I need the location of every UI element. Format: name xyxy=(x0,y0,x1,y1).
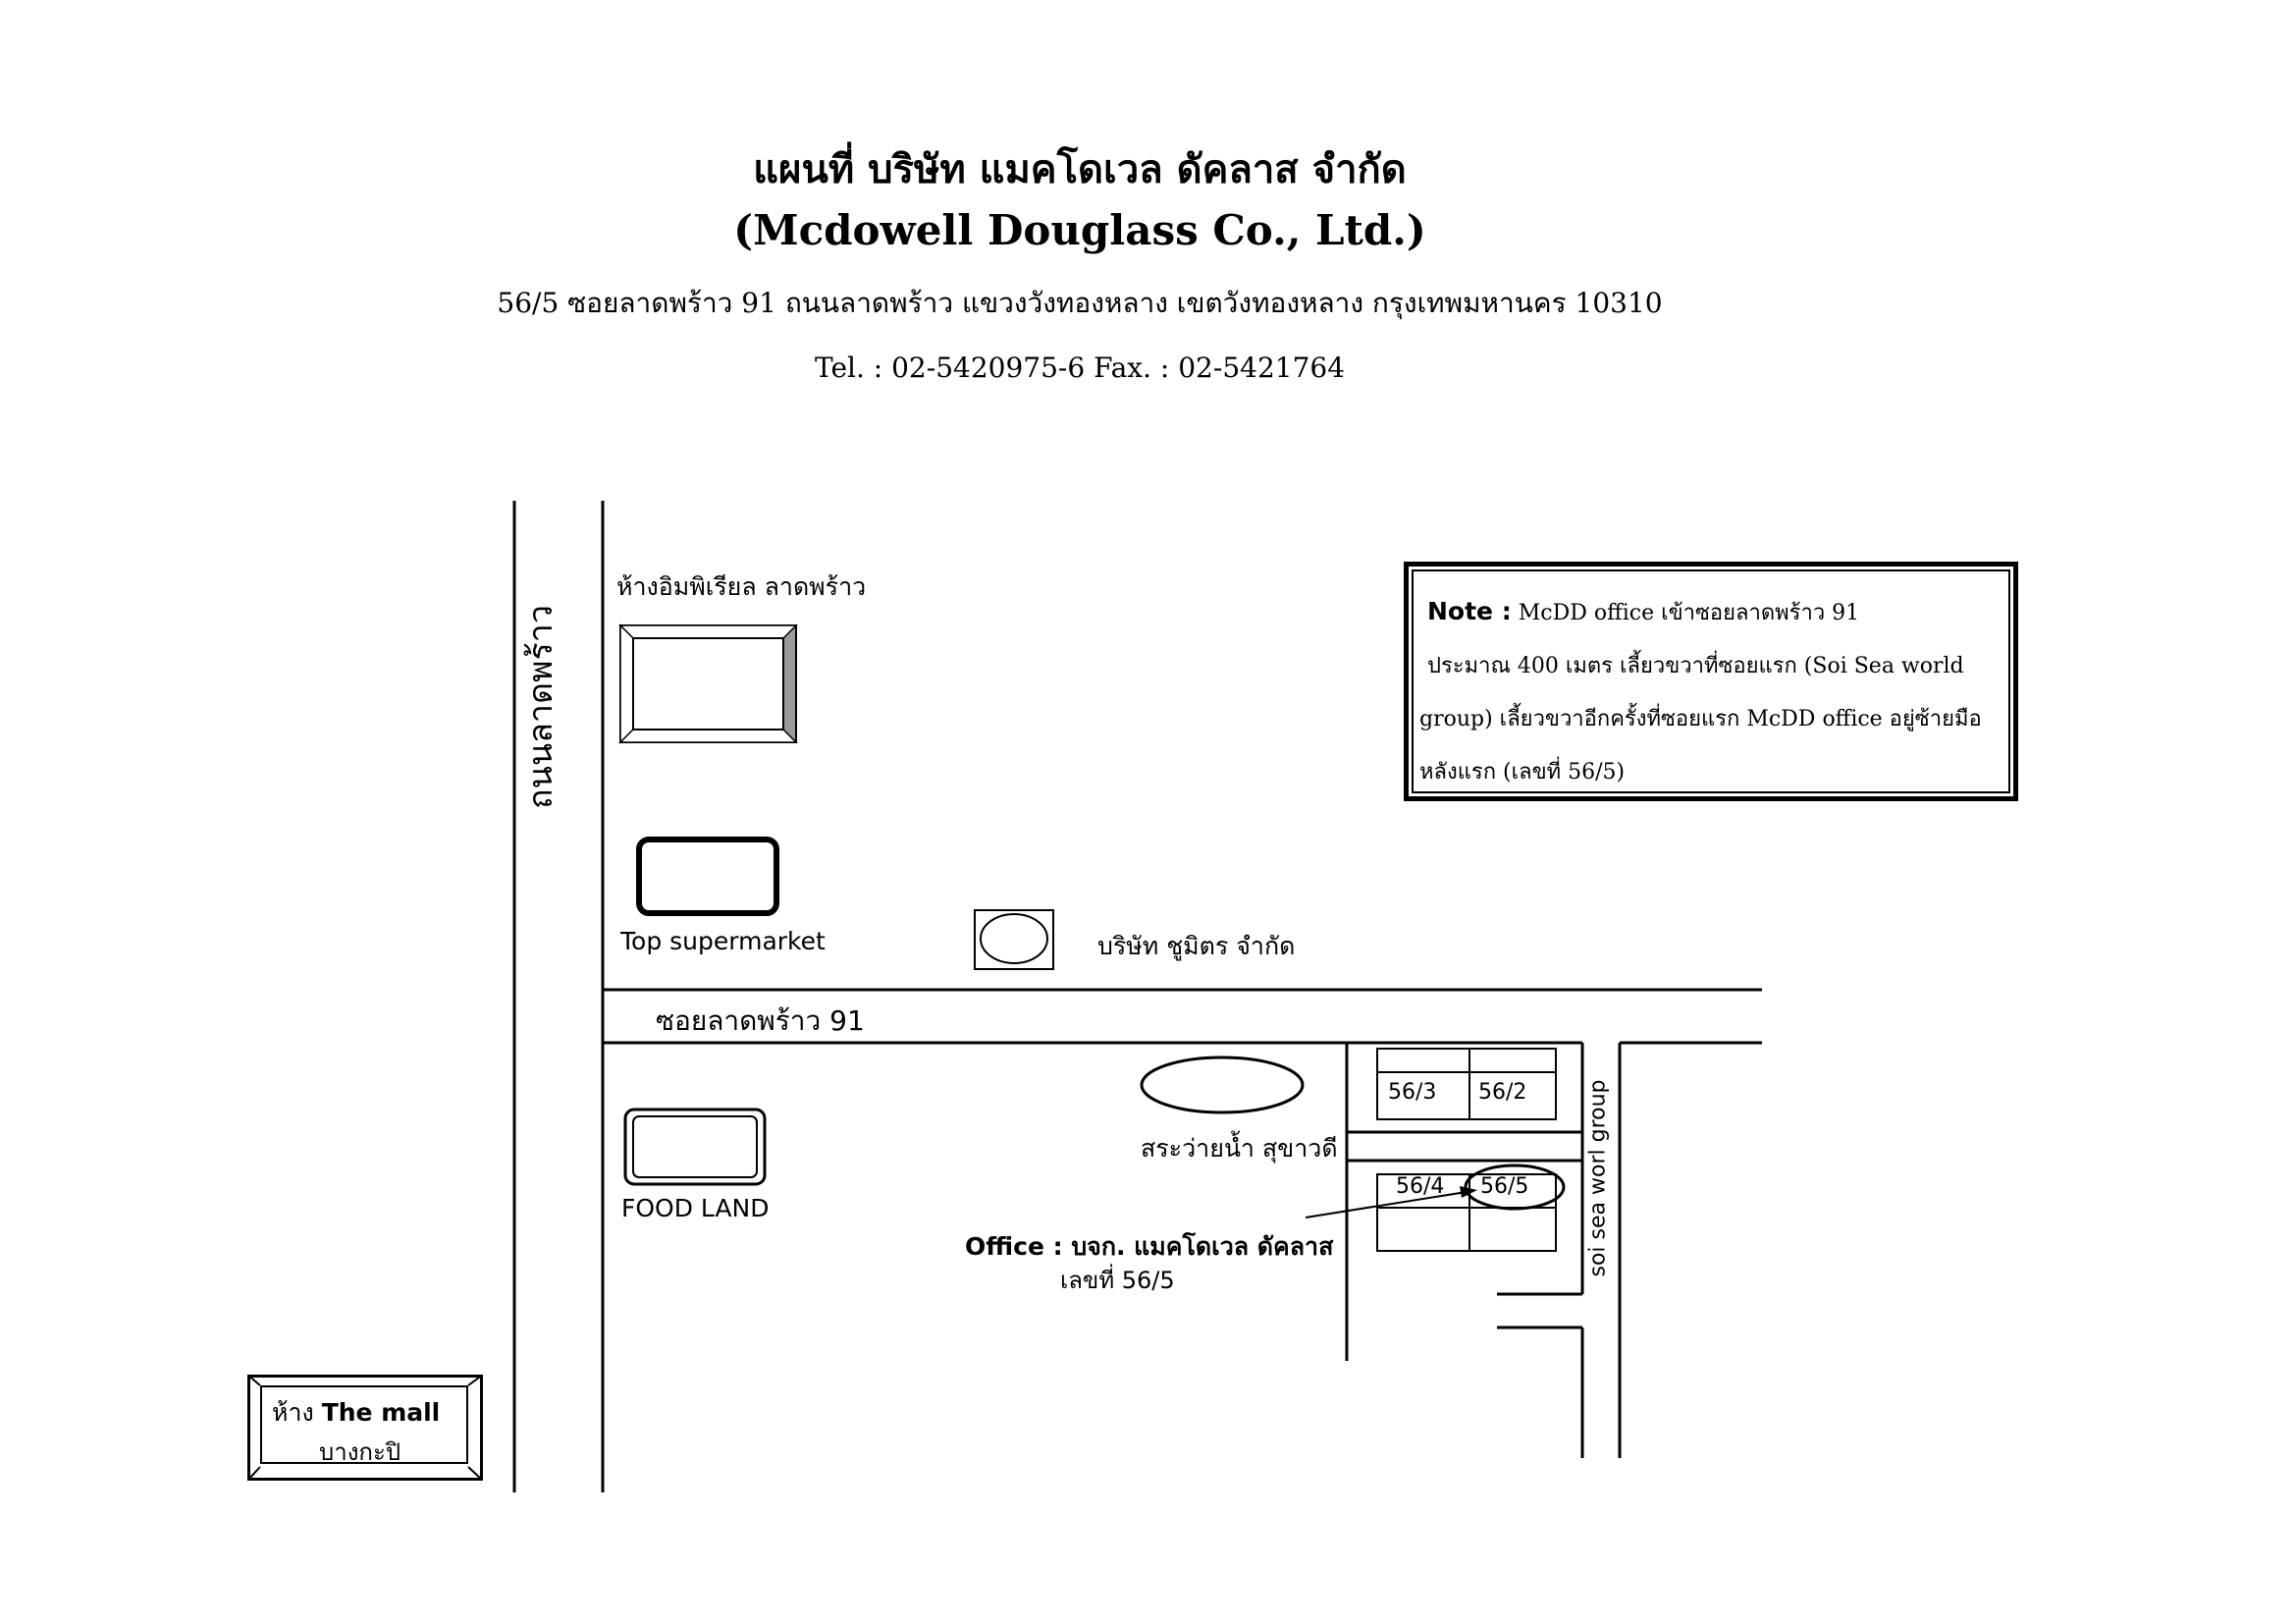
mall-prefix: ห้าง xyxy=(272,1398,314,1427)
company-address: 56/5 ซอยลาดพร้าว 91 ถนนลาดพร้าว แขวงวังทองหลาง เขตวังทองหลาง กรุงเทพมหานคร 10310 xyxy=(497,287,1663,319)
note-line-4: หลังแรก (เลขที่ 56/5) xyxy=(1419,760,1626,785)
note-key: Note : xyxy=(1427,597,1512,625)
company-contact: Tel. : 02-5420975-6 Fax. : 02-5421764 xyxy=(814,352,1346,384)
top-supermarket-label: Top supermarket xyxy=(620,927,826,955)
imperial-building xyxy=(620,625,796,742)
the-mall-box xyxy=(247,1375,483,1481)
office-label: Office : บจก. แมคโดเวล ดัคลาส xyxy=(965,1232,1334,1261)
soi-91-label: ซอยลาดพร้าว 91 xyxy=(656,1004,865,1037)
side-soi-label: soi sea worl group xyxy=(1585,1079,1611,1277)
food-land-building xyxy=(625,1110,765,1184)
map-title-thai: แผนที่ บริษัท แมคโดเวล ดัคลาส จำกัด xyxy=(753,146,1407,192)
note-line-1: McDD office เข้าซอยลาดพร้าว 91 xyxy=(1518,601,1860,625)
main-road-label: ถนนลาดพร้าว xyxy=(521,605,561,809)
office-number: เลขที่ 56/5 xyxy=(1060,1267,1175,1294)
house-56-2: 56/2 xyxy=(1478,1080,1527,1105)
note-line-2: ประมาณ 400 เมตร เลี้ยวขวาที่ซอยแรก (Soi Sea world xyxy=(1427,654,1964,678)
mall-area: บางกะปิ xyxy=(319,1438,401,1466)
house-56-4: 56/4 xyxy=(1396,1174,1445,1199)
chumit-label: บริษัท ชูมิตร จำกัด xyxy=(1097,932,1296,960)
pool-label: สระว่ายน้ำ สุขาวดี xyxy=(1141,1134,1338,1163)
food-land-label: FOOD LAND xyxy=(621,1194,770,1222)
note-box xyxy=(1404,562,2018,801)
mall-name: The mall xyxy=(321,1398,441,1427)
house-56-3: 56/3 xyxy=(1388,1080,1437,1105)
chumit-building xyxy=(975,910,1053,969)
note-line-3: group) เลี้ยวขวาอีกครั้งที่ซอยแรก McDD office อยู่ซ้ายมือ xyxy=(1419,707,1982,731)
house-56-5: 56/5 xyxy=(1480,1174,1529,1199)
top-supermarket-building xyxy=(639,839,776,913)
imperial-label: ห้างอิมพิเรียล ลาดพร้าว xyxy=(616,572,867,601)
map-title-english: (Mcdowell Douglass Co., Ltd.) xyxy=(733,206,1426,254)
pool-shape xyxy=(1142,1057,1303,1112)
office-pointer-line xyxy=(1306,1191,1472,1218)
